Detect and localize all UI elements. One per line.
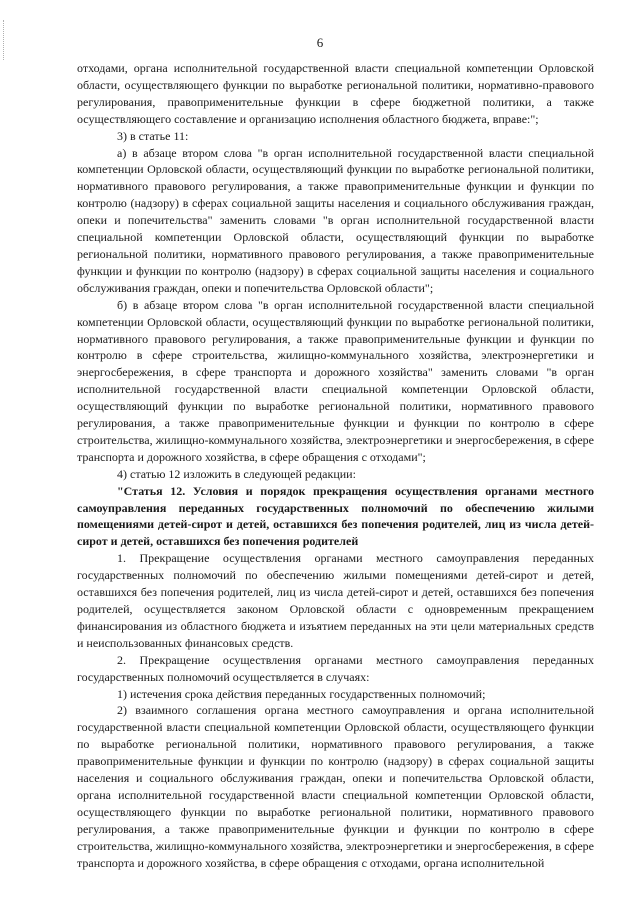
paragraph-item-3a: а) в абзаце втором слова "в орган исполнительной государственной власти специальной компетенции Орловской области, осуществляющий функции по выработке региональной политики, нормативного правового регулирования, а также правоприменительные функции и функции по контролю (надзору) в сферах социальной защиты населения и социального обслуживания граждан, опеки и попечительства" заменить словами "в орган исполнительной государственной власти специальной компетенции Орловской области, осуществляющий функции по выработке региональной политики, нормативного правового регулирования, а также правоприменительные функции и функции по контролю (надзору) в сферах социальной защиты населения и социального обслуживания граждан, опеки и попечительства Орловской области"; — [77, 145, 594, 295]
paragraph-item-3b: б) в абзаце втором слова "в орган исполнительной государственной власти специальной компетенции Орловской области, осуществляющий функции по выработке региональной политики, нормативного правового регулирования, а также правоприменительные функции и функции по контролю в сфере строительства, жилищно-коммунального хозяйства, электроэнергетики и энергосбережения, в сфере транспорта и дорожного хозяйства" заменить словами "в орган исполнительной государственной власти специальной компетенции Орловской области, осуществляющий функции по выработке региональной политики, нормативного правового регулирования, а также правоприменительные функции и функции по контролю в сфере строительства, жилищно-коммунального хозяйства, электроэнергетики и энергосбережения, в сфере транспорта и дорожного хозяйства, в сфере обращения с отходами"; — [77, 297, 594, 464]
paragraph-continuation: отходами, органа исполнительной государственной власти специальной компетенции Орловской области, осуществляющего функции по выработке региональной политики, нормативно-правового регулирования, правоприменительные функции в сфере бюджетной политики, а также осуществляющего составление и организацию исполнения областного бюджета, вправе:"; — [77, 61, 594, 126]
article-subclause-1: 1) истечения срока действия переданных государственных полномочий; — [117, 686, 486, 701]
document-body — [77, 60, 594, 872]
article-heading: "Статья 12. Условия и порядок прекращения осуществления органами местного самоуправления переданных государственных полномочий по обеспечению жилыми помещениями детей-сирот и детей, оставшихся без попечения родителей, лиц из числа детей-сирот и детей, оставшихся без попечения родителей — [77, 483, 594, 549]
page-number: 6 — [316, 35, 324, 50]
paragraph-item-3: 3) в статье 11: — [117, 128, 189, 143]
article-clause-2: 2. Прекращение осуществления органами местного самоуправления переданных государственных полномочий осуществляется в случаях: — [77, 652, 594, 684]
article-clause-1: 1. Прекращение осуществления органами местного самоуправления переданных государственных полномочий по обеспечению жилыми помещениями детей-сирот и детей, оставшихся без попечения родителей, лиц из числа детей-сирот и детей, оставшихся без попечения родителей, осуществляется законом Орловской области с одновременным прекращением финансирования из областного бюджета и изъятием переданных на эти цели материальных средств и неиспользованных финансовых средств. — [77, 551, 594, 650]
paragraph-item-4: 4) статью 12 изложить в следующей редакции: — [117, 466, 356, 481]
article-subclause-2: 2) взаимного соглашения органа местного самоуправления и органа исполнительной государственной власти специальной компетенции Орловской области, осуществляющего функции по выработке региональной политики, нормативного правового регулирования, а также правоприменительные функции и функции по контролю (надзору) в сферах социальной защиты населения и социального обслуживания граждан, опеки и попечительства Орловской области, органа исполнительной государственной власти специальной компетенции Орловской области, осуществляющего функции по выработке региональной политики, нормативного правового регулирования, а также правоприменительные функции и функции по контролю в сфере строительства, жилищно-коммунального хозяйства, электроэнергетики и энергосбережения, в сфере транспорта и дорожного хозяйства, в сфере обращения с отходами, органа исполнительной — [77, 703, 594, 870]
